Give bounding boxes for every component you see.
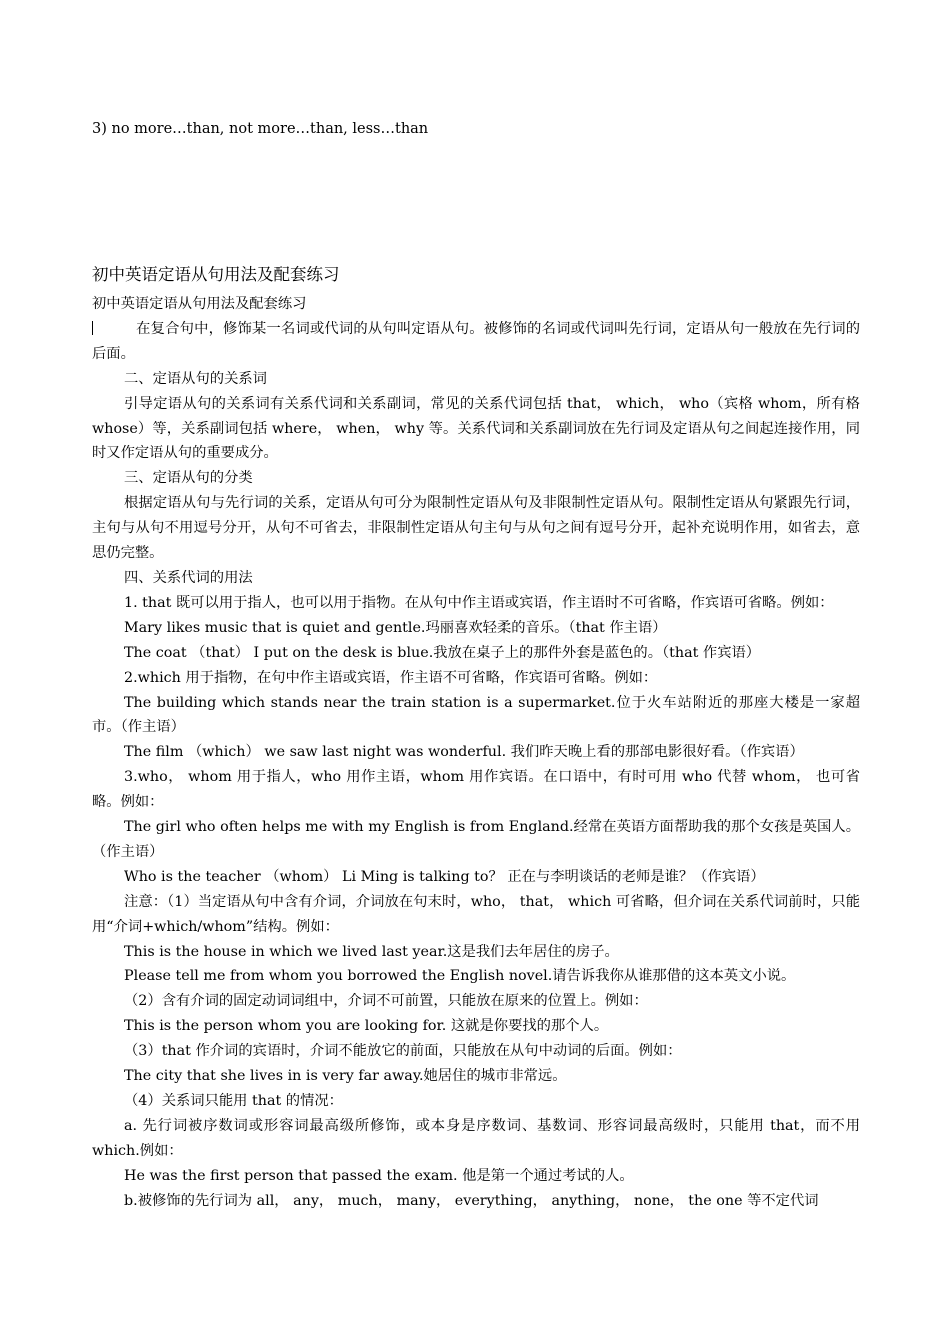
paragraph (92, 616, 860, 641)
paragraph (92, 691, 860, 741)
paragraph (92, 491, 860, 566)
paragraph (92, 666, 860, 691)
paragraph-text: 注意：（1）当定语从句中含有介词，介词放在句末时，who， that， which 可省略，但介词在关系代词前时，只能用“介词+which/whom”结构。例如： (92, 893, 860, 935)
paragraph-text: 初中英语定语从句用法及配套练习 (92, 296, 307, 312)
paragraph (92, 1064, 860, 1089)
paragraph (92, 317, 860, 367)
paragraph (92, 890, 860, 940)
paragraph (92, 292, 860, 317)
paragraph-text: He was the first person that passed the exam. 他是第一个通过考试的人。 (124, 1167, 634, 1184)
paragraph (92, 815, 860, 865)
paragraph (92, 1164, 860, 1189)
paragraph-text: The coat （that） I put on the desk is blue.我放在桌子上的那件外套是蓝色的。（that 作宾语） (124, 644, 761, 661)
paragraph (92, 367, 860, 392)
paragraph-text: The building which stands near the train station is a supermarket.位于火车站附近的那座大楼是一家超市。（作主语） (92, 694, 860, 736)
paragraph-text: Mary likes music that is quiet and gentle.玛丽喜欢轻柔的音乐。（that 作主语） (124, 619, 667, 636)
paragraph (92, 566, 860, 591)
paragraph-text: a. 先行词被序数词或形容词最高级所修饰，或本身是序数词、基数词、形容词最高级时，只能用 that，而不用 which.例如： (92, 1117, 860, 1159)
paragraph-text: 在复合句中，修饰某一名词或代词的从句叫定语从句。被修饰的名词或代词叫先行词，定语从句一般放在先行词的后面。 (92, 320, 860, 362)
document-body (92, 292, 860, 1214)
paragraph-text: This is the house in which we lived last year.这是我们去年居住的房子。 (124, 943, 619, 960)
text-cursor-mark (92, 321, 93, 335)
paragraph-text: （4）关系词只能用 that 的情况： (124, 1093, 343, 1109)
paragraph (92, 1114, 860, 1164)
paragraph (92, 1039, 860, 1064)
paragraph-text: （3）that 作介词的宾语时，介词不能放它的前面，只能放在从句中动词的后面。例如： (124, 1043, 682, 1060)
comparison-structure-line: 3) no more…than, not more…than, less…than (92, 121, 429, 137)
document-title: 初中英语定语从句用法及配套练习 (92, 265, 340, 284)
paragraph (92, 740, 860, 765)
paragraph-text: 三、定语从句的分类 (124, 470, 253, 487)
paragraph-text: This is the person whom you are looking for. 这就是你要找的那个人。 (124, 1018, 609, 1035)
paragraph-text: The girl who often helps me with my English is from England.经常在英语方面帮助我的那个女孩是英国人。（作主语） (92, 819, 860, 860)
paragraph (92, 591, 860, 616)
paragraph-text: 根据定语从句与先行词的关系，定语从句可分为限制性定语从句及非限制性定语从句。限制性定语从句紧跟先行词，主句与从句不用逗号分开，从句不可省去，非限制性定语从句主句与从句之间有逗号分开，起补充说明作用，如省去，意思仍完整。 (92, 495, 860, 562)
paragraph (92, 641, 860, 666)
paragraph-text: The film （which） we saw last night was wonderful. 我们昨天晚上看的那部电影很好看。（作宾语） (124, 744, 804, 761)
paragraph (92, 1014, 860, 1039)
paragraph (92, 1089, 860, 1114)
paragraph (92, 392, 860, 467)
paragraph-text: 四、关系代词的用法 (124, 569, 253, 586)
paragraph (92, 865, 860, 890)
paragraph (92, 989, 860, 1014)
paragraph (92, 940, 860, 965)
paragraph-text: b.被修饰的先行词为 all， any， much， many， everything， anything， none， the one 等不定代词 (124, 1192, 819, 1209)
paragraph-text: 1. that 既可以用于指人，也可以用于指物。在从句中作主语或宾语，作主语时不可省略，作宾语可省略。例如： (124, 594, 834, 611)
paragraph-text: Please tell me from whom you borrowed the English novel.请告诉我你从谁那借的这本英文小说。 (124, 968, 796, 985)
paragraph-text: 2.which 用于指物，在句中作主语或宾语，作主语不可省略，作宾语可省略。例如： (124, 669, 658, 686)
paragraph (92, 1189, 860, 1214)
paragraph-text: 3.who， whom 用于指人，who 用作主语，whom 用作宾语。在口语中，有时可用 who 代替 whom， 也可省略。例如： (92, 769, 860, 811)
paragraph (92, 466, 860, 491)
paragraph (92, 964, 860, 989)
paragraph-text: Who is the teacher （whom） Li Ming is talking to？ 正在与李明谈话的老师是谁？（作宾语） (124, 868, 765, 885)
paragraph-text: （2）含有介词的固定动词词组中，介词不可前置，只能放在原来的位置上。例如： (124, 993, 648, 1010)
paragraph-text: 二、定语从句的关系词 (124, 370, 267, 387)
paragraph-text: 引导定语从句的关系词有关系代词和关系副词，常见的关系代词包括 that， which， who（宾格 whom，所有格 whose）等，关系副词包括 where， when， why 等。关系代词和关系副词放在先行词及定语从句之间起连接作用，同时又作定语从句的重要成分。 (92, 395, 860, 462)
paragraph-text: The city that she lives in is very far away.她居住的城市非常远。 (124, 1068, 567, 1085)
paragraph (92, 765, 860, 815)
